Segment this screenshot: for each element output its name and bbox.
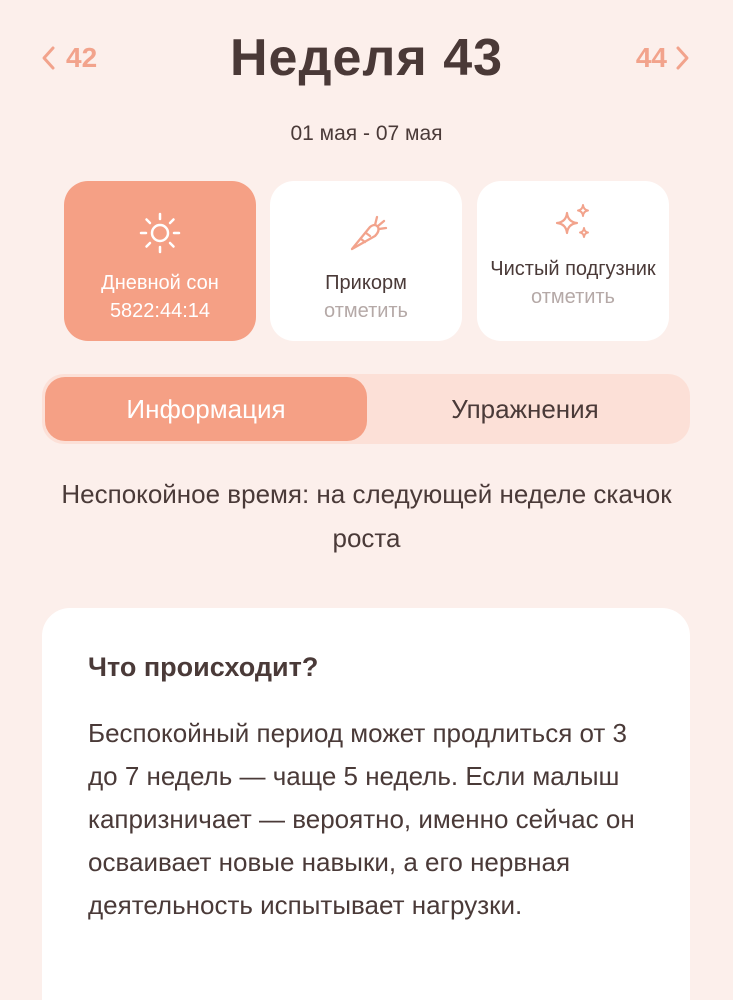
sparkles-icon <box>551 201 595 245</box>
info-card <box>42 608 690 1000</box>
chevron-right-icon <box>675 44 691 72</box>
week-header <box>0 28 733 92</box>
carrot-icon <box>344 211 388 255</box>
segmented-tabs <box>42 374 690 444</box>
info-card-body: Беспокойный период может продлиться от 3 до 7 недель — чаще 5 недель. Если малыш капризничает — вероятно, именно сейчас он осваивает новые навыки, а его нервная деятельность испытывает нагрузки. <box>88 718 635 920</box>
date-range: 01 мая - 07 мая <box>290 122 443 145</box>
clean-diaper-card[interactable] <box>477 181 669 341</box>
page-title: Неделя 43 <box>229 29 504 87</box>
card-label: Чистый подгузник <box>490 258 656 280</box>
notice-text: Неспокойное время: на следующей неделе скачок роста <box>61 479 672 553</box>
sleep-timer: 5822:44:14 <box>109 300 211 322</box>
card-action: отметить <box>324 300 408 322</box>
card-label: Прикорм <box>325 272 407 294</box>
card-label: Дневной сон <box>101 272 219 294</box>
prev-week-number: 42 <box>66 42 98 73</box>
tracker-cards <box>64 181 669 341</box>
tab-exercises[interactable]: Упражнения <box>451 393 599 424</box>
feeding-card[interactable] <box>270 181 462 341</box>
next-week-button[interactable] <box>636 42 691 74</box>
sun-icon <box>138 211 182 255</box>
info-card-title: Что происходит? <box>88 652 319 682</box>
next-week-number: 44 <box>635 42 667 73</box>
card-action: отметить <box>531 286 615 308</box>
tab-info[interactable]: Информация <box>45 377 367 441</box>
daytime-sleep-card[interactable] <box>64 181 256 341</box>
